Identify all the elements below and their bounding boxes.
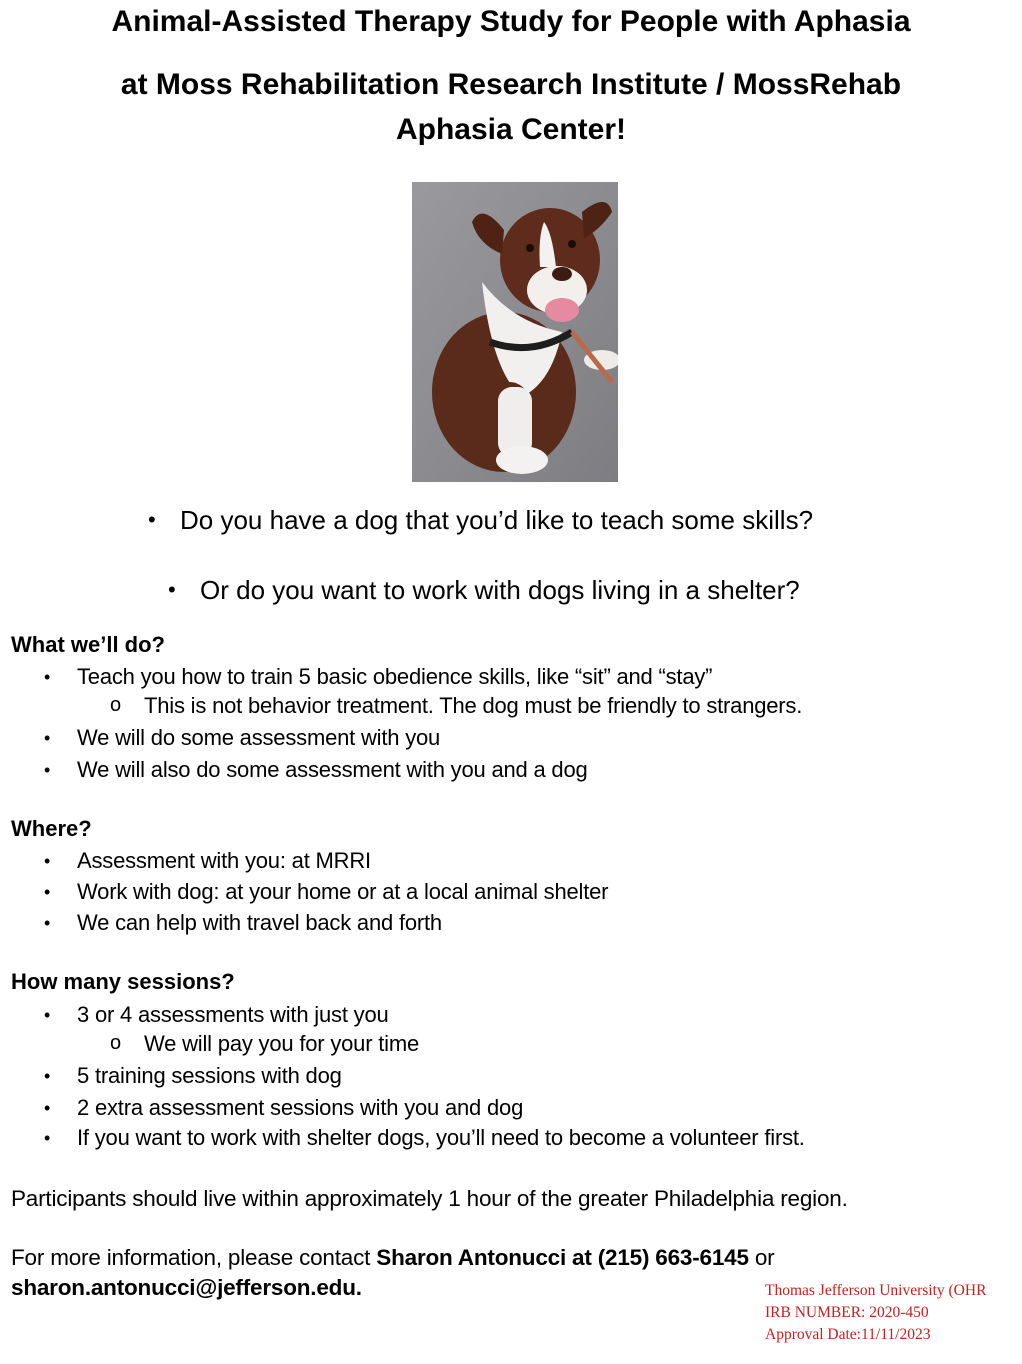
intro-question-text: Do you have a dog that you’d like to teach some skills? [180, 505, 814, 535]
bullet-dot: • [44, 728, 51, 748]
list-item-text: Assessment with you: at MRRI [77, 848, 371, 873]
bullet-dot: • [44, 882, 51, 902]
list-item-text: Work with dog: at your home or at a local animal shelter [77, 879, 609, 904]
bullet-dot: • [44, 913, 51, 933]
title-line-2: at Moss Rehabilitation Research Institute / MossRehab [120, 68, 902, 101]
irb-approval-date: Approval Date:11/11/2023 [765, 1326, 931, 1343]
bullet-dot: • [44, 1066, 51, 1086]
list-item-text: Teach you how to train 5 basic obedience skills, like “sit” and “stay” [77, 664, 713, 689]
list-item-text: We can help with travel back and forth [77, 910, 442, 935]
circle-bullet: o [110, 694, 121, 716]
irb-approval-stamp [765, 1280, 986, 1346]
list-item-text: We will do some assessment with you [77, 725, 441, 750]
list-item-text: This is not behavior treatment. The dog must be friendly to strangers. [144, 693, 803, 718]
irb-institution: Thomas Jefferson University (OHR [765, 1282, 987, 1299]
bullet-dot: • [44, 667, 51, 687]
bullet-dot: • [44, 1128, 51, 1148]
section-heading-where: Where? [11, 816, 92, 841]
bullet-dot: • [168, 577, 176, 602]
list-item-text: We will pay you for your time [144, 1031, 420, 1056]
section-heading-sessions: How many sessions? [11, 969, 235, 994]
list-item-text: 3 or 4 assessments with just you [77, 1002, 389, 1027]
contact-email-line [11, 1274, 362, 1302]
title-line-1: Animal-Assisted Therapy Study for People with Aphasia [111, 5, 911, 38]
dog-photo [412, 182, 618, 482]
list-item-text: 5 training sessions with dog [77, 1063, 342, 1088]
list-item-text: If you want to work with shelter dogs, you’ll need to become a volunteer first. [77, 1125, 805, 1150]
list-item-text: 2 extra assessment sessions with you and dog [77, 1095, 524, 1120]
contact-name-phone: Sharon Antonucci at (215) 663-6145 [376, 1245, 749, 1270]
participants-note: Participants should live within approximately 1 hour of the greater Philadelphia region. [11, 1186, 848, 1211]
contact-prefix: For more information, please contact [11, 1245, 377, 1270]
contact-line [11, 1244, 774, 1272]
section-heading-what: What we’ll do? [11, 632, 165, 657]
bullet-dot: • [44, 1005, 51, 1025]
contact-email[interactable]: sharon.antonucci@jefferson.edu. [11, 1275, 362, 1300]
contact-suffix: or [748, 1245, 775, 1270]
circle-bullet: o [110, 1032, 121, 1054]
list-item-text: We will also do some assessment with you and a dog [77, 757, 588, 782]
intro-question-text: Or do you want to work with dogs living in a shelter? [200, 575, 800, 605]
title-line-3: Aphasia Center! [395, 113, 627, 146]
bullet-dot: • [148, 507, 156, 532]
irb-number: IRB NUMBER: 2020-450 [765, 1304, 929, 1321]
bullet-dot: • [44, 851, 51, 871]
bullet-dot: • [44, 1098, 51, 1118]
bullet-dot: • [44, 760, 51, 780]
